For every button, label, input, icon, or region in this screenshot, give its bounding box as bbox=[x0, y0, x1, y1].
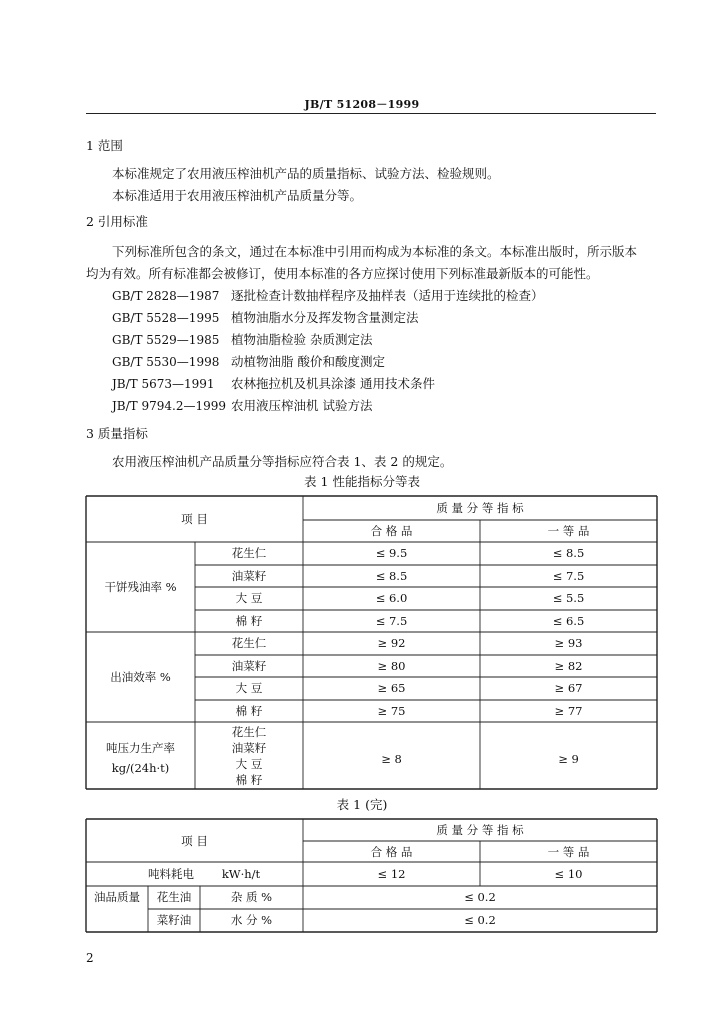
ref-title: 动植物油脂 酸价和酸度测定 bbox=[231, 354, 385, 369]
table-1-tonnage-name: 吨压力生产率 bbox=[106, 741, 175, 755]
table-1-value-first: ≥ 93 bbox=[554, 636, 583, 650]
table-1b-header-grade: 质 量 分 等 指 标 bbox=[436, 823, 524, 837]
table-1-header-qualified: 合 格 品 bbox=[370, 524, 413, 538]
table-1-value-qualified: ≥ 80 bbox=[377, 659, 406, 673]
ref-title: 植物油脂检验 杂质测定法 bbox=[231, 332, 373, 347]
table-1b-oil-value: ≤ 0.2 bbox=[464, 890, 496, 904]
section-2-para-line-1: 下列标准所包含的条文，通过在本标准中引用而构成为本标准的条文。本标准出版时，所示版本 bbox=[112, 244, 638, 259]
table-1b-header-item: 项 目 bbox=[181, 834, 208, 848]
ref-code: GB/T 5530—1998 bbox=[112, 355, 220, 369]
table-1-value-qualified: ≥ 75 bbox=[377, 704, 406, 718]
table-1-value-first: ≥ 9 bbox=[558, 752, 579, 766]
table-1b-power-unit: kW·h/t bbox=[221, 867, 261, 881]
section-2-para-line-2: 均为有效。所有标准都会被修订，使用本标准的各方应探讨使用下列标准最新版本的可能性。 bbox=[86, 266, 599, 281]
table-1b-oil-quality: 油品质量 bbox=[94, 890, 140, 904]
table-1-caption: 表 1 性能指标分等表 bbox=[304, 474, 420, 489]
section-1-title: 1 范围 bbox=[86, 138, 123, 153]
table-1-crop: 花生仁 bbox=[231, 636, 267, 650]
table-1-group-name: 干饼残油率 % bbox=[104, 580, 177, 594]
table-1-value-qualified: ≥ 65 bbox=[377, 681, 406, 695]
table-1-crop: 大 豆 bbox=[235, 681, 263, 695]
ref-title: 逐批检查计数抽样程序及抽样表（适用于连续批的检查） bbox=[231, 288, 544, 303]
table-1-value-first: ≥ 77 bbox=[554, 704, 583, 718]
running-header: JB/T 51208－1999 bbox=[304, 98, 420, 111]
table-1-value-qualified: ≥ 8 bbox=[381, 752, 402, 766]
table-1-value-first: ≥ 82 bbox=[554, 659, 583, 673]
table-1-value-first: ≤ 6.5 bbox=[552, 614, 585, 628]
table-1-crop: 油菜籽 bbox=[231, 741, 267, 755]
table-1-header-first: 一 等 品 bbox=[547, 524, 590, 538]
table-1-continued-caption: 表 1 (完) bbox=[336, 797, 388, 812]
table-1-group-name: 出油效率 % bbox=[110, 670, 171, 684]
table-1-crop: 油菜籽 bbox=[231, 569, 267, 583]
ref-title: 植物油脂水分及挥发物含量测定法 bbox=[231, 310, 419, 325]
page-number: 2 bbox=[86, 951, 94, 965]
table-1b-oil-item: 水 分 % bbox=[230, 913, 273, 927]
table-1b-value-first: ≤ 10 bbox=[554, 867, 583, 881]
table-1-value-qualified: ≤ 7.5 bbox=[375, 614, 408, 628]
table-1-tonnage-unit: kg/(24h·t) bbox=[111, 761, 170, 775]
table-1-value-qualified: ≤ 6.0 bbox=[375, 591, 408, 605]
table-1-value-first: ≤ 7.5 bbox=[552, 569, 585, 583]
table-1-crop: 大 豆 bbox=[235, 757, 263, 771]
section-1-para-2: 本标准适用于农用液压榨油机产品质量分等。 bbox=[112, 188, 363, 203]
table-1-crop: 花生仁 bbox=[231, 546, 267, 560]
table-1-crop: 花生仁 bbox=[231, 725, 267, 739]
table-1-value-first: ≤ 8.5 bbox=[552, 546, 585, 560]
table-1-header-grade: 质 量 分 等 指 标 bbox=[436, 501, 524, 515]
ref-title: 农用液压榨油机 试验方法 bbox=[231, 398, 373, 413]
table-1-crop: 油菜籽 bbox=[231, 659, 267, 673]
table-1-header-item: 项 目 bbox=[181, 512, 208, 526]
section-2-title: 2 引用标准 bbox=[86, 214, 148, 229]
ref-code: GB/T 2828—1987 bbox=[112, 289, 220, 303]
table-1-value-qualified: ≤ 8.5 bbox=[375, 569, 408, 583]
ref-title: 农林拖拉机及机具涂漆 通用技术条件 bbox=[231, 376, 435, 391]
table-1-crop: 棉 籽 bbox=[235, 704, 263, 718]
table-1-value-qualified: ≤ 9.5 bbox=[375, 546, 408, 560]
ref-code: GB/T 5529—1985 bbox=[112, 333, 220, 347]
table-1-value-first: ≤ 5.5 bbox=[552, 591, 585, 605]
table-1-value-qualified: ≥ 92 bbox=[377, 636, 406, 650]
table-1b-oil-item: 杂 质 % bbox=[230, 890, 273, 904]
table-1b-header-first: 一 等 品 bbox=[547, 845, 590, 859]
table-1b-value-qualified: ≤ 12 bbox=[377, 867, 406, 881]
table-1-crop: 棉 籽 bbox=[235, 773, 263, 787]
section-3-para-1: 农用液压榨油机产品质量分等指标应符合表 1、表 2 的规定。 bbox=[112, 454, 453, 469]
table-1b-header-qualified: 合 格 品 bbox=[370, 845, 413, 859]
table-1b-oil-name: 花生油 bbox=[156, 890, 192, 904]
section-1-para-1: 本标准规定了农用液压榨油机产品的质量指标、试验方法、检验规则。 bbox=[112, 166, 500, 181]
table-1b-oil-name: 菜籽油 bbox=[156, 913, 192, 927]
table-1-crop: 大 豆 bbox=[235, 591, 263, 605]
table-1b-oil-value: ≤ 0.2 bbox=[464, 913, 496, 927]
table-1b-power-name: 吨料耗电 bbox=[148, 867, 194, 881]
table-1-crop: 棉 籽 bbox=[235, 614, 263, 628]
table-1-value-first: ≥ 67 bbox=[554, 681, 583, 695]
section-3-title: 3 质量指标 bbox=[86, 426, 148, 441]
ref-code: JB/T 5673—1991 bbox=[112, 377, 215, 391]
ref-code: JB/T 9794.2—1999 bbox=[112, 399, 227, 413]
ref-code: GB/T 5528—1995 bbox=[112, 311, 220, 325]
